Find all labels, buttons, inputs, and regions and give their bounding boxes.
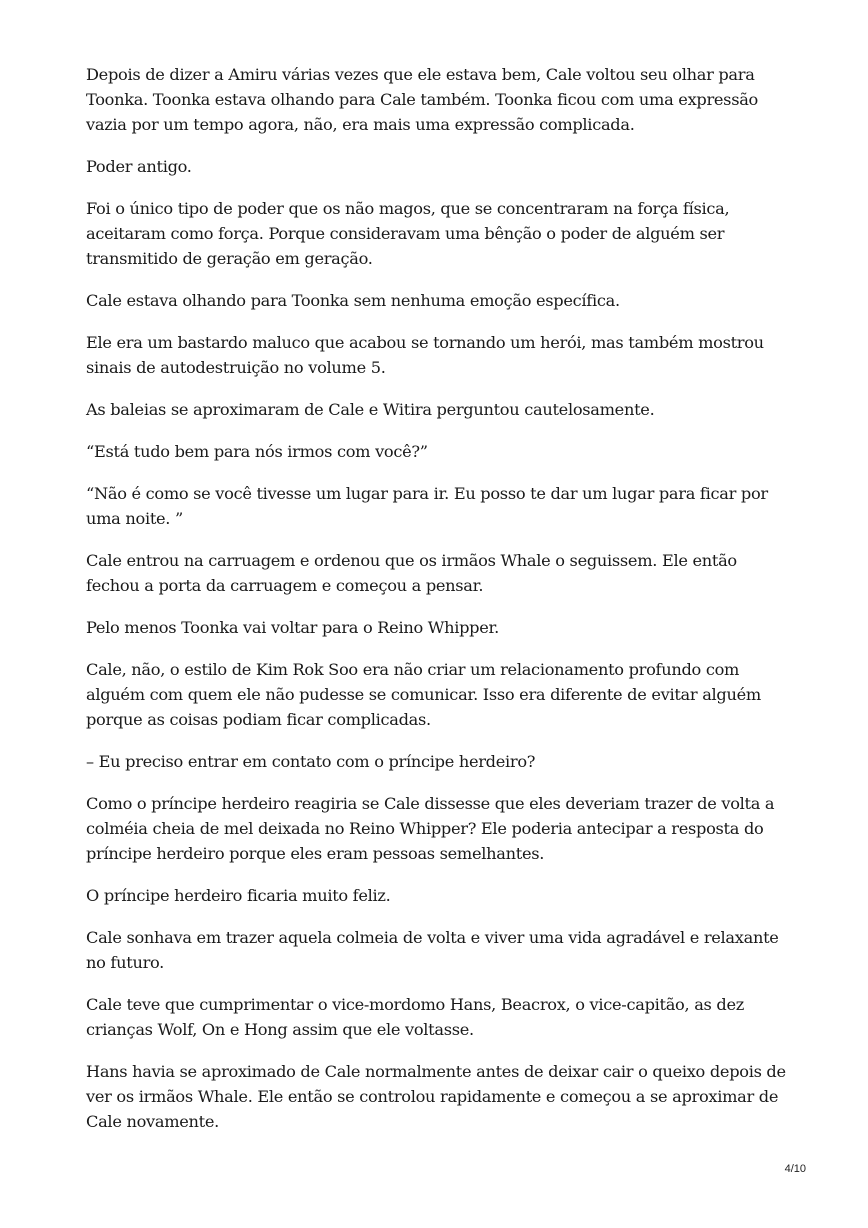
paragraph: Hans havia se aproximado de Cale normalmente antes de deixar cair o queixo depois de ver os irmãos Whale. Ele então se controlou rapidamente e começou a se aproximar de Cale novamente. [86,1062,786,1131]
paragraph: O príncipe herdeiro ficaria muito feliz. [86,886,391,905]
paragraph: – Eu preciso entrar em contato com o príncipe herdeiro? [86,752,536,771]
paragraph: Cale estava olhando para Toonka sem nenhuma emoção específica. [86,291,620,310]
paragraph: Ele era um bastardo maluco que acabou se tornando um herói, mas também mostrou sinais de autodestruição no volume 5. [86,333,764,377]
paragraph: “Está tudo bem para nós irmos com você?” [86,442,428,461]
paragraph: Poder antigo. [86,157,192,176]
paragraph: “Não é como se você tivesse um lugar para ir. Eu posso te dar um lugar para ficar por uma noite. ” [86,484,768,528]
paragraph: Pelo menos Toonka vai voltar para o Reino Whipper. [86,618,500,637]
paragraph: Cale sonhava em trazer aquela colmeia de volta e viver uma vida agradável e relaxante no futuro. [86,928,779,972]
document-page [86,62,786,1151]
paragraph: Cale entrou na carruagem e ordenou que os irmãos Whale o seguissem. Ele então fechou a porta da carruagem e começou a pensar. [86,551,737,595]
page-number: 4/10 [784,1163,806,1175]
paragraph: Foi o único tipo de poder que os não magos, que se concentraram na força física, aceitaram como força. Porque consideravam uma bênção o poder de alguém ser transmitido de geração em geração. [86,199,730,268]
paragraph: Como o príncipe herdeiro reagiria se Cale dissesse que eles deveriam trazer de volta a colméia cheia de mel deixada no Reino Whipper? Ele poderia antecipar a resposta do príncipe herdeiro porque eles eram pessoas semelhantes. [86,794,775,863]
paragraph: Depois de dizer a Amiru várias vezes que ele estava bem, Cale voltou seu olhar para Toonka. Toonka estava olhando para Cale também. Toonka ficou com uma expressão vazia por um tempo agora, não, era mais uma expressão complicada. [86,65,758,134]
paragraph: Cale teve que cumprimentar o vice-mordomo Hans, Beacrox, o vice-capitão, as dez crianças Wolf, On e Hong assim que ele voltasse. [86,995,744,1039]
paragraph: As baleias se aproximaram de Cale e Witira perguntou cautelosamente. [86,400,655,419]
paragraph: Cale, não, o estilo de Kim Rok Soo era não criar um relacionamento profundo com alguém com quem ele não pudesse se comunicar. Isso era diferente de evitar alguém porque as coisas podiam ficar complicadas. [86,660,761,729]
